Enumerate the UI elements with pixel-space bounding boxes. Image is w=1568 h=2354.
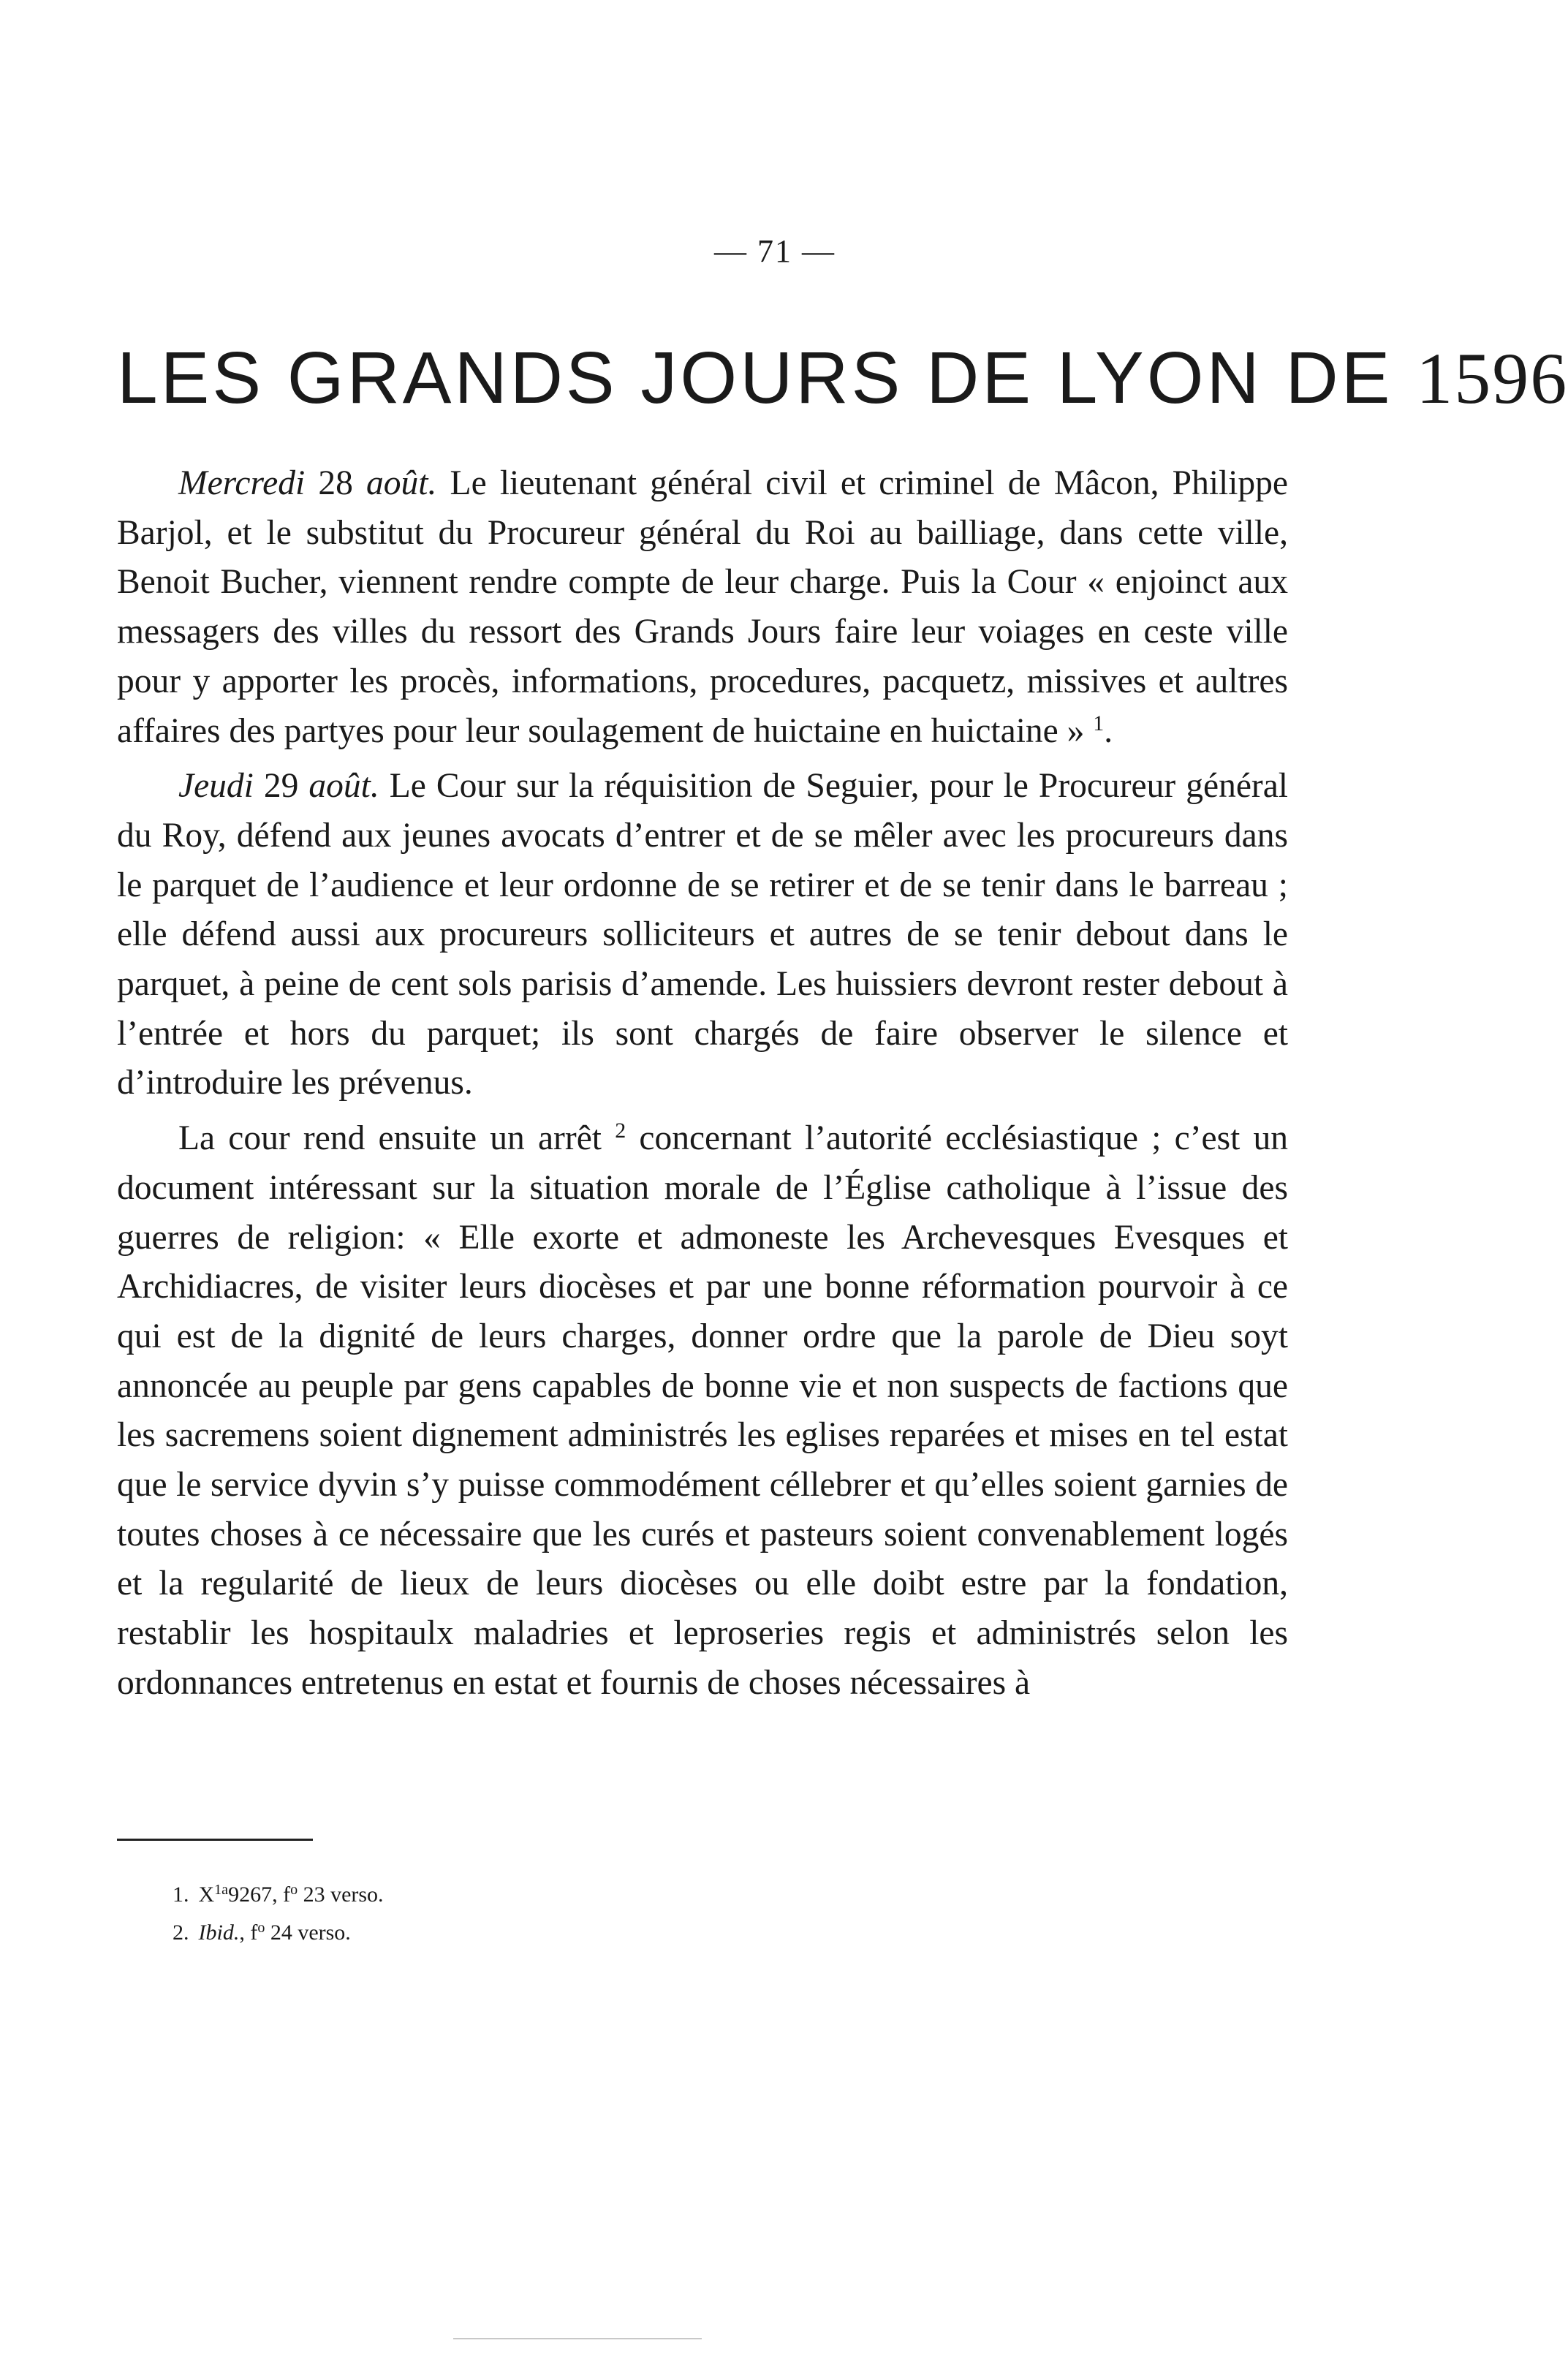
date-day: 29	[263, 767, 299, 806]
date-day: 28	[318, 464, 353, 502]
footnote-number: 1.	[173, 1882, 189, 1907]
paragraph-text: Le Cour sur la réquisition de Seguier, pour le Procureur général du Roy, défend aux jeunes avocats d’entrer et de se mêler avec les procureurs dans le parquet de l’audience et leur ordonne de se retirer et de se tenir dans le barreau ; elle défend aussi aux procureurs solliciteurs et autres de se tenir debout dans le parquet, à peine de cent sols parisis d’amende. Les huissiers devront rester debout à l’entrée et hors du parquet; ils sont chargés de faire observer le silence et d’introduire les prévenus.	[117, 767, 1289, 1102]
footnote-superscript: o	[257, 1920, 265, 1936]
paragraph-arret	[117, 1114, 1288, 1708]
footnote-ref: 1	[1093, 711, 1105, 735]
paragraph-text: Le lieutenant général civil et criminel de Mâcon, Philippe Barjol, et le substitut du Procureur général du Roi au bailliage, dans cette ville, Benoit Bucher, viennent rendre compte de leur charge. Puis la Cour « enjoinct aux messagers des villes du ressort des Grands Jours faire leur voiages en ceste ville pour y apporter les procès, informations, procedures, pacquetz, missives et aultres affaires des partyes pour leur soulagement de huictaine en huictaine »	[117, 464, 1288, 750]
chapter-title-year: 1596	[1416, 338, 1568, 419]
footnote-separator	[117, 1839, 313, 1841]
chapter-title-text: LES GRANDS JOURS DE LYON DE	[117, 337, 1417, 419]
footnote-text: 9267, f	[228, 1882, 291, 1907]
footnotes	[173, 1876, 1269, 1952]
footnote-text: X	[198, 1882, 215, 1907]
date-weekday: Jeudi	[178, 767, 264, 806]
paragraph-wednesday	[117, 459, 1288, 756]
date-heading	[178, 767, 379, 805]
footnote-text: , f	[239, 1920, 258, 1945]
date-month: août.	[352, 464, 437, 502]
scan-artifact-line	[453, 2338, 702, 2339]
footnote-2	[173, 1914, 1269, 1952]
footnote-text: 23 verso.	[298, 1882, 384, 1907]
body-text	[117, 459, 1288, 1714]
paragraph-thursday	[117, 762, 1288, 1108]
date-heading	[178, 464, 436, 502]
footnote-superscript: 1a	[214, 1882, 229, 1898]
paragraph-text-start: La cour rend ensuite un arrêt	[178, 1119, 616, 1158]
footnote-text: 24 verso.	[265, 1920, 351, 1945]
footnote-1	[173, 1876, 1269, 1914]
footnote-ref: 2	[615, 1119, 626, 1143]
footnote-number: 2.	[173, 1920, 189, 1945]
date-month: août.	[298, 767, 379, 806]
paragraph-text-end: .	[1104, 711, 1113, 750]
date-weekday: Mercredi	[178, 464, 319, 502]
paragraph-text: concernant l’autorité ecclésiastique ; c’est un document intéressant sur la situation morale de l’Église catholique à l’issue des guerres de religion: « Elle exorte et admoneste les Archevesques Evesques et Archidiacres, de visiter leurs diocèses et par une bonne réformation pourvoir à ce qui est de la dignité de leurs charges, donner ordre que la parole de Dieu soyt annoncée au peuple par gens capables de bonne vie et non suspects de factions que les sacremens soient dignement administrés les eglises reparées et mises en tel estat que le service dyvin s’y puisse commodément céllebrer et qu’elles soient garnies de toutes choses à ce nécessaire que les curés et pasteurs soient convenablement logés et la regularité de lieux de leurs diocèses ou elle doibt estre par la fondation, restablir les hospitaulx maladries et leproseries regis et administrés selon les ordonnances entretenus en estat et fournis de choses nécessaires à	[117, 1119, 1288, 1702]
page-number: — 71 —	[714, 233, 836, 269]
footnote-superscript: o	[290, 1882, 298, 1898]
chapter-title	[117, 337, 1568, 419]
footnote-ibid: Ibid.	[198, 1920, 240, 1945]
